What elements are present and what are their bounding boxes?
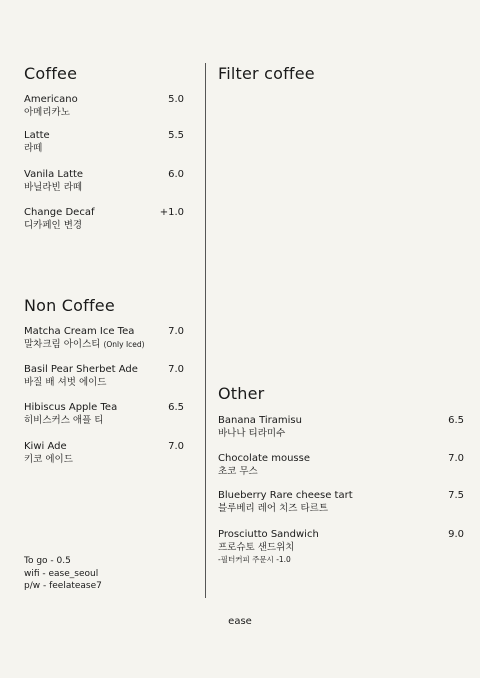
item-korean: 바나나 티라미수: [218, 428, 286, 439]
item-korean: 라떼: [24, 143, 43, 154]
item-name: Banana Tiramisu: [218, 415, 302, 426]
other-title: Other: [218, 384, 265, 403]
coffee-title: Coffee: [24, 64, 78, 83]
item-korean-line: [24, 338, 184, 351]
item-name: Basil Pear Sherbet Ade: [24, 364, 138, 375]
footer-info: [24, 555, 102, 593]
item-name: Matcha Cream Ice Tea: [24, 326, 135, 337]
item-price: 7.5: [448, 490, 464, 501]
menu-item-americano: [24, 93, 184, 119]
menu-item-hibiscus-apple-tea: [24, 401, 184, 427]
item-korean: 프로슈토 샌드위치: [218, 542, 295, 553]
item-korean: 히비스커스 애플 티: [24, 415, 104, 426]
item-korean: 아메리카노: [24, 107, 70, 118]
menu-item-blueberry-rare-cheese-tart: [218, 489, 464, 515]
item-korean: 블루베리 레어 치즈 타르트: [218, 503, 329, 514]
item-price: 5.5: [168, 130, 184, 141]
item-price: 6.5: [168, 402, 184, 413]
wifi-password: p/w - feelatease7: [24, 581, 102, 591]
item-name: Blueberry Rare cheese tart: [218, 490, 353, 501]
item-name: Latte: [24, 130, 50, 141]
menu-item-prosciutto-sandwich: [218, 528, 464, 566]
item-name: Kiwi Ade: [24, 441, 67, 452]
item-name: Americano: [24, 94, 78, 105]
item-name: Change Decaf: [24, 207, 95, 218]
item-price: 7.0: [448, 453, 464, 464]
item-name: Hibiscus Apple Tea: [24, 402, 118, 413]
wifi-name: wifi - ease_seoul: [24, 568, 99, 579]
item-korean: 초코 무스: [218, 466, 258, 477]
item-price: +1.0: [159, 207, 184, 218]
right-column: [218, 0, 464, 678]
item-price: 6.0: [168, 169, 184, 180]
item-korean: 바닐라빈 라떼: [24, 182, 83, 193]
brand-name: ease: [228, 616, 252, 627]
item-korean: 키코 에이드: [24, 454, 73, 465]
menu-item-banana-tiramisu: [218, 414, 464, 440]
item-korean: 디카페인 변경: [24, 220, 83, 231]
menu-item-change-decaf: [24, 206, 184, 232]
item-korean: 말차크림 아이스티: [24, 339, 101, 350]
menu-item-chocolate-mousse: [218, 452, 464, 478]
item-price: 7.0: [168, 441, 184, 452]
menu-item-latte: [24, 129, 184, 155]
item-price: 7.0: [168, 326, 184, 337]
item-price: 7.0: [168, 364, 184, 375]
item-note: (Only Iced): [103, 340, 145, 349]
menu-item-basil-pear-sherbet-ade: [24, 363, 184, 389]
column-divider: [205, 63, 206, 598]
menu-item-kiwi-ade: [24, 440, 184, 466]
item-name: Vanila Latte: [24, 169, 84, 180]
menu-item-vanila-latte: [24, 168, 184, 194]
item-name: Chocolate mousse: [218, 453, 310, 464]
menu-item-matcha-cream-ice-tea: [24, 325, 184, 351]
to-go-note: To go - 0.5: [24, 556, 71, 566]
item-name: Prosciutto Sandwich: [218, 529, 319, 540]
item-note: -필터커피 주문시 -1.0: [218, 555, 291, 564]
non-coffee-title: Non Coffee: [24, 296, 115, 315]
item-price: 6.5: [448, 415, 464, 426]
item-korean: 바질 배 셔벗 에이드: [24, 377, 107, 388]
item-price: 5.0: [168, 94, 184, 105]
item-price: 9.0: [448, 529, 464, 540]
filter-coffee-title: Filter coffee: [218, 64, 315, 83]
